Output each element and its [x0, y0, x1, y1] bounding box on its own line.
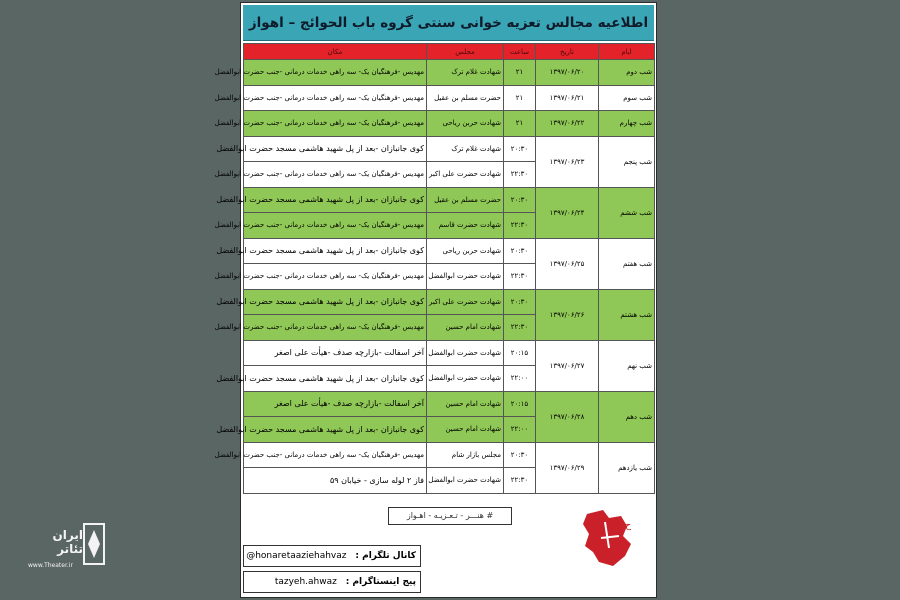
place-cell: مهدیس -فرهنگیان یک- سه راهی خدمات درمانی -جنب حضرت ابوالفضل [244, 162, 427, 188]
place-cell: کوی جانبازان -بعد از پل شهید هاشمی مسجد حضرت ابوالفضل [244, 238, 427, 264]
event-cell: شهادت غلام ترک [427, 60, 504, 86]
event-cell: شهادت حضرت علی اکبر [427, 289, 504, 315]
time-cell: ۲۰:۳۰ [504, 136, 536, 162]
table-row [244, 340, 655, 366]
table-row [244, 136, 655, 162]
place-cell: کوی جانبازان -بعد از پل شهید هاشمی مسجد حضرت ابوالفضل [244, 417, 427, 443]
night-cell: شب دوم [599, 60, 655, 86]
place-cell: مهدیس -فرهنگیان یک- سه راهی خدمات درمانی -جنب حضرت ابوالفضل [244, 315, 427, 341]
time-cell: ۲۰:۳۰ [504, 289, 536, 315]
place-cell: مهدیس -فرهنگیان یک- سه راهی خدمات درمانی -جنب حضرت ابوالفضل [244, 85, 427, 111]
place-cell: مهدیس -فرهنگیان یک- سه راهی خدمات درمانی -جنب حضرت ابوالفضل [244, 111, 427, 137]
event-cell: حضرت مسلم بن عقیل [427, 85, 504, 111]
time-cell: ۲۰:۱۵ [504, 391, 536, 417]
time-cell: ۲۲:۰۰ [504, 366, 536, 392]
event-cell: مجلس بازار شام [427, 442, 504, 468]
event-cell: شهادت حضرت ابوالفضل [427, 468, 504, 494]
telegram-channel[interactable] [243, 545, 421, 567]
event-cell: شهادت حضرت ابوالفضل [427, 366, 504, 392]
time-cell: ۲۲:۳۰ [504, 468, 536, 494]
night-cell: شب هفتم [599, 238, 655, 289]
schedule-table [214, 43, 655, 494]
table-row [244, 187, 655, 213]
table-row [244, 111, 655, 137]
time-cell: ۲۰:۱۵ [504, 340, 536, 366]
night-cell: شب یازدهم [599, 442, 655, 493]
night-cell: شب چهارم [599, 111, 655, 137]
table-row [244, 238, 655, 264]
event-cell: شهادت امام حسین [427, 417, 504, 443]
night-cell: شب ششم [599, 187, 655, 238]
event-cell: شهادت حربن ریاحی [427, 111, 504, 137]
night-cell: شب سوم [599, 85, 655, 111]
iran-theater-watermark [28, 520, 110, 580]
time-cell: ۲۲:۳۰ [504, 213, 536, 239]
time-cell: ۲۲:۰۰ [504, 417, 536, 443]
time-cell: ۲۰:۳۰ [504, 238, 536, 264]
date-cell: ۱۳۹۷/۰۶/۲۹ [536, 442, 599, 493]
event-cell: شهادت امام حسین [427, 315, 504, 341]
place-cell: کوی جانبازان -بعد از پل شهید هاشمی مسجد حضرت ابوالفضل [244, 136, 427, 162]
event-cell: شهادت غلام ترک [427, 136, 504, 162]
place-cell: آخر اسفالت -بازارچه صدف -هیأت علی اصغر [244, 340, 427, 366]
header-time: ساعت [504, 44, 536, 60]
table-row [244, 60, 655, 86]
table-row [244, 391, 655, 417]
time-cell: ۲۱ [504, 111, 536, 137]
header-event: مجلس [427, 44, 504, 60]
date-cell: ۱۳۹۷/۰۶/۲۷ [536, 340, 599, 391]
date-cell: ۱۳۹۷/۰۶/۲۵ [536, 238, 599, 289]
date-cell: ۱۳۹۷/۰۶/۲۱ [536, 85, 599, 111]
time-cell: ۲۲:۳۰ [504, 315, 536, 341]
telegram-handle[interactable]: @honaretaaziehahvaz [246, 551, 347, 561]
place-cell: مهدیس -فرهنگیان یک- سه راهی خدمات درمانی -جنب حضرت ابوالفضل [244, 213, 427, 239]
time-cell: ۲۲:۳۰ [504, 162, 536, 188]
date-cell: ۱۳۹۷/۰۶/۲۴ [536, 187, 599, 238]
event-cell: شهادت حضرت ابوالفضل [427, 264, 504, 290]
event-cell: شهادت امام حسین [427, 391, 504, 417]
night-cell: شب پنجم [599, 136, 655, 187]
header-place: مکان [244, 44, 427, 60]
header-night: ایام [599, 44, 655, 60]
event-cell: حضرت مسلم بن عقیل [427, 187, 504, 213]
table-row [244, 442, 655, 468]
red-map-logo-icon [579, 508, 649, 572]
poster-title: اطلاعیه مجالس تعزیه خوانی سنتی گروه باب الحوائج – اهواز [243, 5, 654, 41]
time-cell: ۲۱ [504, 60, 536, 86]
instagram-page[interactable] [243, 571, 421, 593]
date-cell: ۱۳۹۷/۰۶/۲۰ [536, 60, 599, 86]
date-cell: ۱۳۹۷/۰۶/۲۳ [536, 136, 599, 187]
date-cell: ۱۳۹۷/۰۶/۲۶ [536, 289, 599, 340]
place-cell: مهدیس -فرهنگیان یک- سه راهی خدمات درمانی -جنب حضرت ابوالفضل [244, 264, 427, 290]
table-row [244, 85, 655, 111]
announcement-poster [214, 2, 657, 598]
night-cell: شب نهم [599, 340, 655, 391]
place-cell: مهدیس -فرهنگیان یک- سه راهی خدمات درمانی -جنب حضرت ابوالفضل [244, 442, 427, 468]
time-cell: ۲۰:۳۰ [504, 187, 536, 213]
svg-text:ح: ح [625, 521, 631, 531]
event-cell: شهادت حضرت علی اکبر [427, 162, 504, 188]
event-cell: شهادت حربن ریاحی [427, 238, 504, 264]
night-cell: شب هشتم [599, 289, 655, 340]
event-cell: شهادت حضرت قاسم [427, 213, 504, 239]
header-date: تاریخ [536, 44, 599, 60]
night-cell: شب دهم [599, 391, 655, 442]
place-cell: فاز ۲ لوله سازی - خیابان ۵۹ [244, 468, 427, 494]
place-cell: کوی جانبازان -بعد از پل شهید هاشمی مسجد حضرت ابوالفضل [244, 366, 427, 392]
watermark-name: ایران تئاتر [52, 528, 83, 556]
place-cell: آخر اسفالت -بازارچه صدف -هیأت علی اصغر [244, 391, 427, 417]
time-cell: ۲۰:۳۰ [504, 442, 536, 468]
place-cell: مهدیس -فرهنگیان یک- سه راهی خدمات درمانی -جنب حضرت ابوالفضل [244, 60, 427, 86]
telegram-label: کانال تلگرام : [355, 551, 416, 561]
time-cell: ۲۲:۳۰ [504, 264, 536, 290]
date-cell: ۱۳۹۷/۰۶/۲۲ [536, 111, 599, 137]
watermark-site: www.Theater.ir [28, 562, 73, 569]
group-logo [571, 508, 649, 590]
table-row [244, 289, 655, 315]
place-cell: کوی جانبازان -بعد از پل شهید هاشمی مسجد حضرت ابوالفضل [244, 289, 427, 315]
hashtag-box: # هنـــر - تـعـزیـه - اهـواز [388, 507, 512, 525]
time-cell: ۲۱ [504, 85, 536, 111]
event-cell: شهادت حضرت ابوالفضل [427, 340, 504, 366]
place-cell: کوی جانبازان -بعد از پل شهید هاشمی مسجد حضرت ابوالفضل [244, 187, 427, 213]
table-header-row [244, 44, 655, 60]
date-cell: ۱۳۹۷/۰۶/۲۸ [536, 391, 599, 442]
instagram-handle[interactable]: tazyeh.ahwaz [274, 577, 337, 587]
instagram-label: پیج اینستاگرام : [345, 577, 416, 587]
